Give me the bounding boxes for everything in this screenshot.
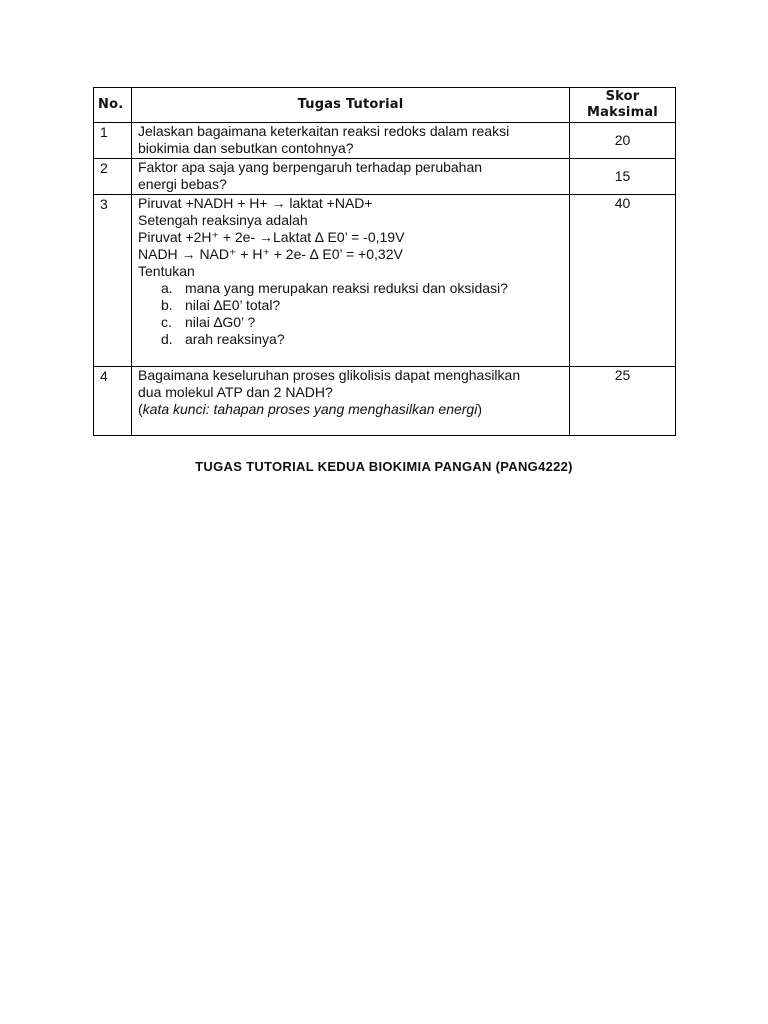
table-header-row <box>94 88 676 123</box>
row-number: 4 <box>94 367 132 436</box>
task-line: Setengah reaksinya adalah <box>138 212 308 228</box>
header-score-line2: Maksimal <box>587 105 658 120</box>
task-text <box>132 159 570 195</box>
task-line: energi bebas? <box>138 176 227 192</box>
score-value: 20 <box>570 123 676 159</box>
header-task: Tugas Tutorial <box>132 88 570 123</box>
note-close-paren: ) <box>477 401 483 417</box>
sub-item <box>138 314 563 331</box>
table-row <box>94 123 676 159</box>
note-open-paren: ( <box>138 401 143 417</box>
task-line: biokimia dan sebutkan contohnya? <box>138 140 354 156</box>
reaction-line: Piruvat +NADH + H+ → laktat +NAD+ <box>138 195 373 211</box>
table-row <box>94 195 676 367</box>
sub-item <box>138 331 563 348</box>
tutorial-table <box>93 87 676 436</box>
sub-item-text: nilai ∆G0’ ? <box>185 314 256 330</box>
score-value: 40 <box>570 195 676 367</box>
keyword-note <box>138 401 563 418</box>
sub-item <box>138 280 563 297</box>
table-row <box>94 159 676 195</box>
sub-item-marker: b. <box>161 297 173 313</box>
sub-item-marker: a. <box>161 280 173 296</box>
sub-item-marker: c. <box>161 314 172 330</box>
document-title: TUGAS TUTORIAL KEDUA BIOKIMIA PANGAN (PANG4222) <box>195 459 573 474</box>
header-no: No. <box>94 88 132 123</box>
score-value: 25 <box>570 367 676 436</box>
row-number: 3 <box>94 195 132 367</box>
task-line: Bagaimana keseluruhan proses glikolisis dapat menghasilkan <box>138 367 521 383</box>
row-number: 1 <box>94 123 132 159</box>
task-text <box>132 195 570 367</box>
header-score <box>570 88 676 123</box>
sub-item-text: arah reaksinya? <box>185 331 285 347</box>
task-line: Faktor apa saja yang berpengaruh terhadap perubahan <box>138 159 483 175</box>
sub-item-text: nilai ∆E0’ total? <box>185 297 281 313</box>
sub-item <box>138 297 563 314</box>
header-score-line1: Skor <box>605 89 640 104</box>
task-text <box>132 123 570 159</box>
note-keywords: kata kunci: tahapan proses yang menghasilkan energi <box>142 401 478 417</box>
half-reaction-line: NADH → NAD⁺ + H⁺ + 2e- ∆ E0’ = +0,32V <box>138 246 403 262</box>
sub-item-marker: d. <box>161 331 173 347</box>
score-value: 15 <box>570 159 676 195</box>
row-number: 2 <box>94 159 132 195</box>
task-text <box>132 367 570 436</box>
task-line: Tentukan <box>138 263 195 279</box>
sub-item-text: mana yang merupakan reaksi reduksi dan oksidasi? <box>185 280 508 296</box>
task-line: dua molekul ATP dan 2 NADH? <box>138 384 333 400</box>
task-line: Jelaskan bagaimana keterkaitan reaksi redoks dalam reaksi <box>138 123 510 139</box>
half-reaction-line: Piruvat +2H⁺ + 2e- →Laktat ∆ E0’ = -0,19V <box>138 229 405 245</box>
table-row <box>94 367 676 436</box>
